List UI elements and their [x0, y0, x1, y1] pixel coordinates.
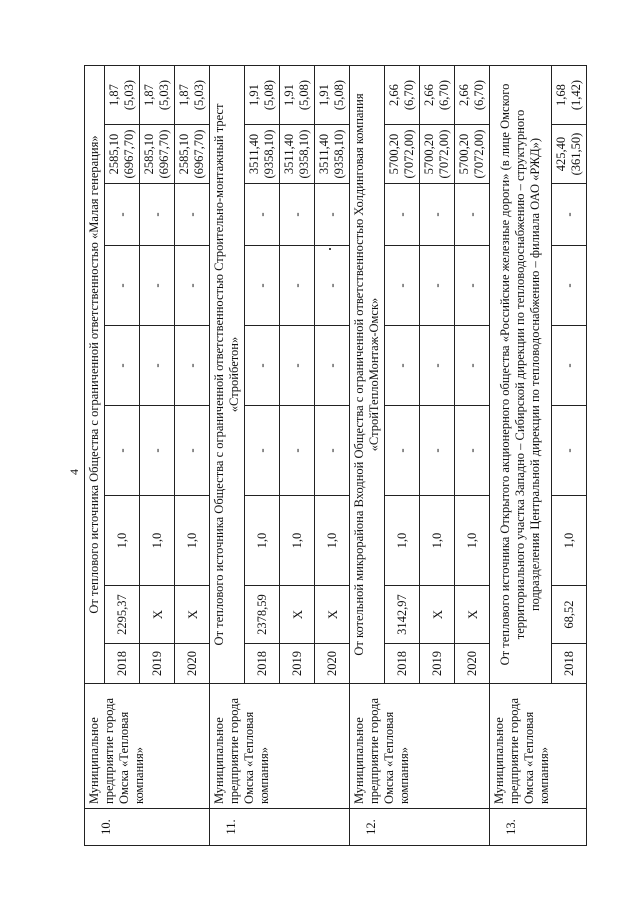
organization-name: Муниципальное предприятие города Омска «Тепловая компания» [210, 684, 350, 809]
section-heading: От теплового источника Общества с ограниченной ответственностью «Малая генерация» [85, 66, 105, 684]
organization-name: Муниципальное предприятие города Омска «Тепловая компания» [490, 684, 587, 809]
tariff-cell: 3511,40 (9358,10) [245, 125, 280, 184]
tariff-cell: 5700,20 (7072,00) [420, 125, 455, 184]
tariff-cell: 1,87 (5,03) [140, 66, 175, 125]
value-cell: Х [315, 586, 350, 644]
value-cell: Х [175, 586, 210, 644]
value-cell: - [105, 406, 140, 496]
tariff-cell: 5700,20 (7072,00) [385, 125, 420, 184]
tariff-cell: 2,66 (6,70) [385, 66, 420, 125]
row-number: 12. [350, 809, 490, 846]
page-number: 4 [67, 469, 81, 475]
value-cell: 3142,97 [385, 586, 420, 644]
year-cell: 2018 [105, 644, 140, 684]
value-cell: Х [280, 586, 315, 644]
value-cell: - [140, 246, 175, 326]
value-cell: - [175, 406, 210, 496]
coefficient-cell: 1,0 [315, 496, 350, 586]
year-cell: 2019 [280, 644, 315, 684]
tariff-cell: 1,87 (5,03) [175, 66, 210, 125]
value-cell: - [420, 326, 455, 406]
value-cell: - [455, 406, 490, 496]
tariff-cell: 2585,10 (6967,70) [175, 125, 210, 184]
coefficient-cell: 1,0 [245, 496, 280, 586]
value-cell: - [420, 184, 455, 246]
value-cell: - [245, 326, 280, 406]
coefficient-cell: 1,0 [420, 496, 455, 586]
value-cell: - [280, 184, 315, 246]
year-cell: 2018 [552, 644, 587, 684]
organization-name: Муниципальное предприятие города Омска «Тепловая компания» [85, 684, 210, 809]
value-cell: Х [420, 586, 455, 644]
row-number: 10. [85, 809, 210, 846]
organization-name: Муниципальное предприятие города Омска «Тепловая компания» [350, 684, 490, 809]
value-cell: 68,52 [552, 586, 587, 644]
value-cell: - [315, 246, 350, 326]
value-cell: - [280, 326, 315, 406]
value-cell: - [385, 326, 420, 406]
tariff-cell: 3511,40 (9358,10) [315, 125, 350, 184]
value-cell: - [280, 406, 315, 496]
coefficient-cell: 1,0 [140, 496, 175, 586]
value-cell: - [105, 184, 140, 246]
value-cell: - [455, 246, 490, 326]
tariff-cell: 2585,10 (6967,70) [140, 125, 175, 184]
value-cell: - [420, 406, 455, 496]
tariff-cell: 1,91 (5,08) [315, 66, 350, 125]
value-cell: - [552, 326, 587, 406]
value-cell: - [245, 406, 280, 496]
coefficient-cell: 1,0 [552, 496, 587, 586]
tariff-cell: 1,91 (5,08) [280, 66, 315, 125]
year-cell: 2020 [175, 644, 210, 684]
value-cell: - [175, 326, 210, 406]
value-cell: 2378,59 [245, 586, 280, 644]
value-cell: - [385, 406, 420, 496]
value-cell: 2295,37 [105, 586, 140, 644]
value-cell: - [140, 406, 175, 496]
value-cell: - [245, 246, 280, 326]
year-cell: 2018 [245, 644, 280, 684]
value-cell: - [385, 184, 420, 246]
tariff-cell: 425,40 (361,50) [552, 125, 587, 184]
coefficient-cell: 1,0 [175, 496, 210, 586]
value-cell: - [315, 326, 350, 406]
value-cell: - [552, 406, 587, 496]
coefficient-cell: 1,0 [385, 496, 420, 586]
tariff-cell: 5700,20 (7072,00) [455, 125, 490, 184]
tariff-cell: 2585,10 (6967,70) [105, 125, 140, 184]
tariff-cell: 1,87 (5,03) [105, 66, 140, 125]
value-cell: - [175, 184, 210, 246]
tariff-table [84, 65, 587, 846]
value-cell: - [420, 246, 455, 326]
tariff-cell: 1,91 (5,08) [245, 66, 280, 125]
value-cell: - [175, 246, 210, 326]
year-cell: 2018 [385, 644, 420, 684]
value-cell: - [315, 184, 350, 246]
section-heading: От котельной микрорайона Входной Общества с ограниченной ответственностью Холдинговая компания «СтройТеплоМонтаж-Омск» [350, 66, 385, 684]
value-cell: - [315, 406, 350, 496]
tariff-cell: 1,68 (1,42) [552, 66, 587, 125]
value-cell: Х [140, 586, 175, 644]
value-cell: - [455, 184, 490, 246]
rotated-page-content [84, 66, 594, 846]
section-heading: От теплового источника Открытого акционерного общества «Российские железные дороги» (в лице Омского территориального участка Западно – Сибирской дирекции по тепловодоснабжению – структурного подразделения Центральной дирекции по тепловодоснабжению – филиала ОАО «РЖД») [490, 66, 552, 684]
coefficient-cell: 1,0 [455, 496, 490, 586]
year-cell: 2019 [420, 644, 455, 684]
value-cell: - [385, 246, 420, 326]
value-cell: - [140, 184, 175, 246]
year-cell: 2020 [455, 644, 490, 684]
year-cell: 2020 [315, 644, 350, 684]
value-cell: - [552, 246, 587, 326]
value-cell: - [105, 246, 140, 326]
tariff-cell: 3511,40 (9358,10) [280, 125, 315, 184]
value-cell: - [245, 184, 280, 246]
value-cell: - [140, 326, 175, 406]
coefficient-cell: 1,0 [280, 496, 315, 586]
coefficient-cell: 1,0 [105, 496, 140, 586]
tariff-cell: 2,66 (6,70) [455, 66, 490, 125]
section-heading: От теплового источника Общества с ограниченной ответственностью Строительно-монтажный трест «Стройбетон» [210, 66, 245, 684]
row-number: 13. [490, 809, 587, 846]
row-number: 11. [210, 809, 350, 846]
value-cell: - [105, 326, 140, 406]
value-cell: - [280, 246, 315, 326]
value-cell: Х [455, 586, 490, 644]
year-cell: 2019 [140, 644, 175, 684]
tariff-cell: 2,66 (6,70) [420, 66, 455, 125]
value-cell: - [455, 326, 490, 406]
value-cell: - [552, 184, 587, 246]
